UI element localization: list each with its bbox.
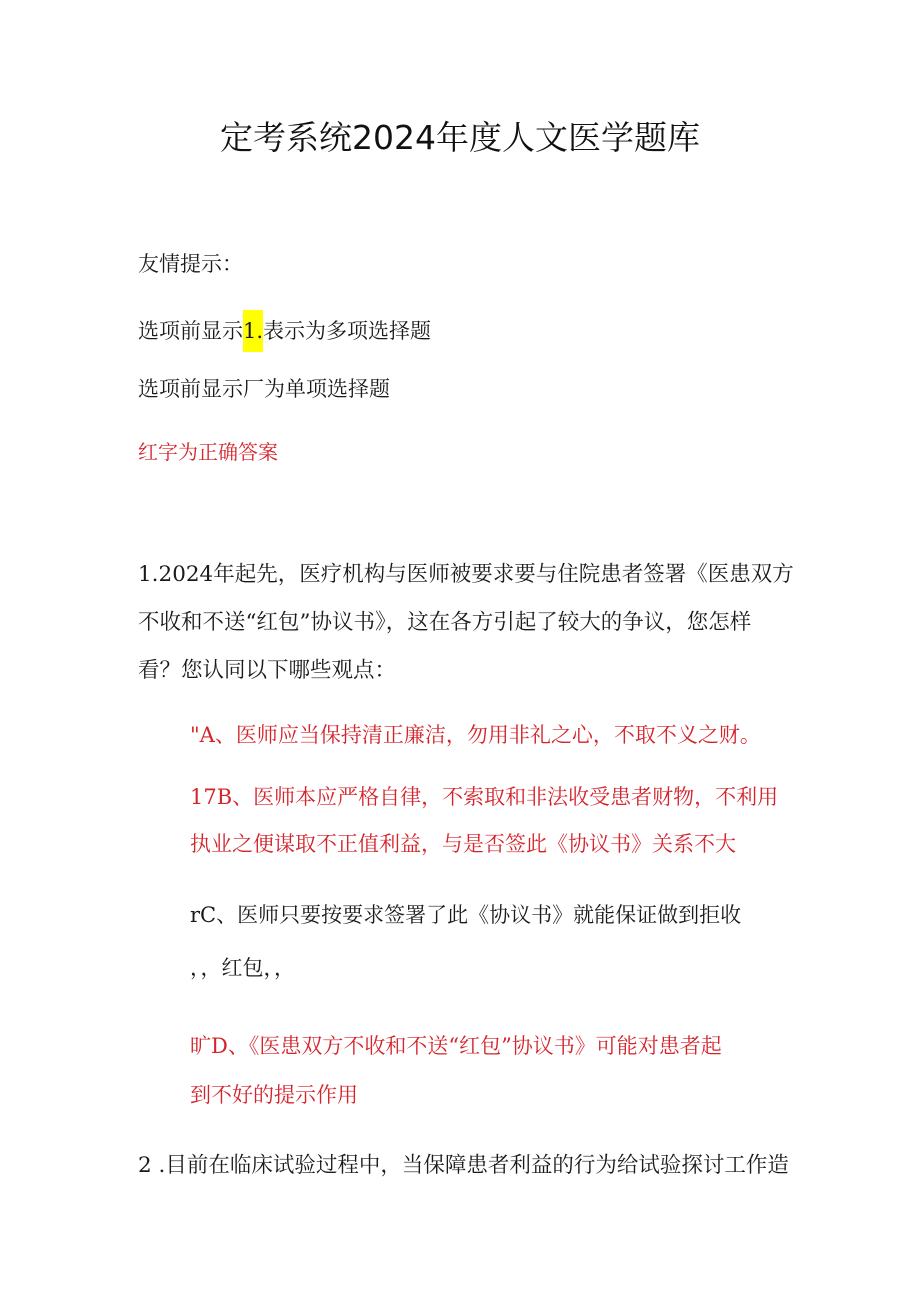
option-a: "A、医师应当保持清正廉洁，勿用非礼之心，不取不义之财。 [190, 723, 761, 747]
question-1-line-3: 看？您认同以下哪些观点： [138, 658, 397, 683]
question-2-line-1: 2 .目前在临床试验过程中，当保障患者利益的行为给试验探讨工作造 [138, 1153, 789, 1178]
option-b-line-2: 执业之便谋取不正值利益，与是否签此《协议书》关系不大 [190, 832, 736, 856]
tips-heading: 友情提示： [138, 252, 243, 276]
option-c-line-2: ，，红包，， [190, 956, 295, 980]
option-c-line-1: rC、医师只要按要求签署了此《协议书》就能保证做到拒收 [190, 903, 742, 927]
question-1-line-1: 1.2024年起先，医疗机构与医师被要求要与住院患者签署《医患双方 [138, 562, 794, 587]
question-1-line-2: 不收和不送“红包”协议书》，这在各方引起了较大的争议，您怎样 [138, 610, 752, 635]
tips-multi-mark: 1. [243, 310, 263, 352]
document-title: 定考系统2024年度人文医学题库 [220, 118, 700, 157]
option-b-line-1: 17B、医师本应严格自律，不索取和非法收受患者财物，不利用 [190, 785, 779, 809]
tips-multi-line [138, 310, 431, 352]
tips-multi-suffix: 表示为多项选择题 [263, 319, 432, 343]
tips-single-line: 选项前显示厂为单项选择题 [138, 377, 390, 401]
option-d-line-2: 到不好的提示作用 [190, 1083, 358, 1107]
tips-multi-prefix: 选项前显示 [138, 319, 243, 343]
tips-answer-note: 红字为正确答案 [138, 440, 278, 464]
option-d-line-1: 旷D、《医患双方不收和不送“红包”协议书》可能对患者起 [190, 1034, 722, 1058]
